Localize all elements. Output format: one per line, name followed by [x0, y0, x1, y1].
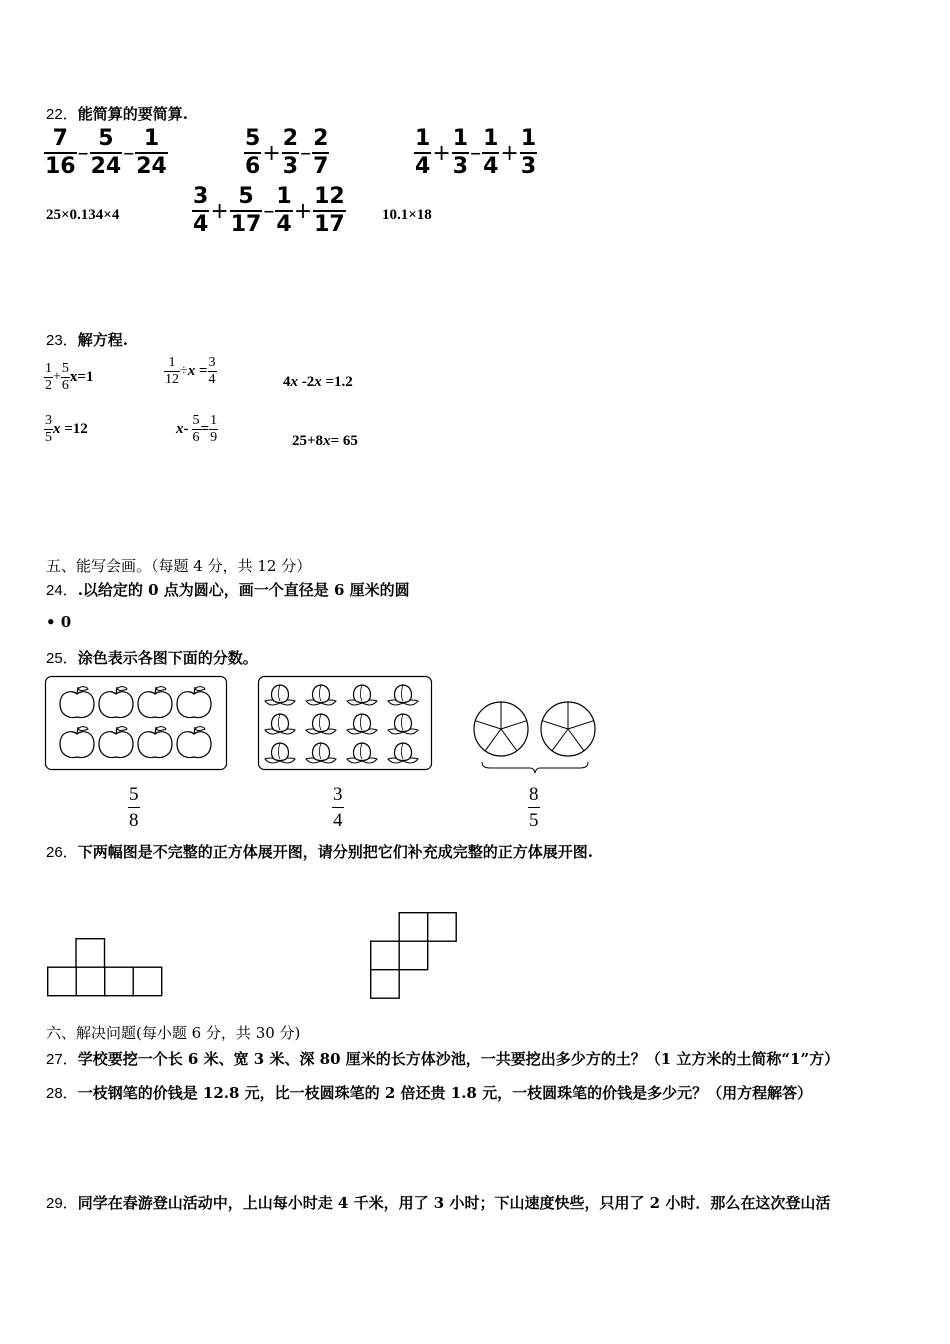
- question-text: 涂色表示各图下面的分数。: [77, 649, 258, 667]
- question-number: 25．: [46, 650, 78, 667]
- question-text: 同学在春游登山活动中，上山每小时走 4 千米，用了 3 小时；下山速度快些，只用了 2 小时．那么在这次登山活: [77, 1194, 831, 1212]
- question-text: .以给定的 0 点为圆心，画一个直径是 6 厘米的圆: [77, 581, 410, 599]
- fraction-label-apples: $\frac{5}{8}$: [129, 784, 139, 831]
- peach-box: [258, 676, 432, 770]
- equation-5: x- $\frac{5}{6}$ = $\frac{1}{9}$: [176, 413, 218, 445]
- question-number: 23．: [46, 332, 78, 349]
- expression-6: 10.1×18: [382, 207, 432, 223]
- expression-1: $\frac{7}{16}$ – $\frac{5}{24}$ – $\frac{1}{24}$: [45, 126, 167, 179]
- brace: [482, 762, 588, 773]
- question-28: [46, 1082, 812, 1103]
- question-text: 一枝钢笔的价钱是 12.8 元，比一枝圆珠笔的 2 倍还贵 1.8 元，一枝圆珠笔的价钱是多少元？（用方程解答）: [77, 1084, 813, 1102]
- expression-4: 25×0.134×4: [46, 207, 120, 223]
- equation-4: $\frac{3}{5}$ x =12: [45, 413, 88, 445]
- equation-1: $\frac{1}{2}$ + $\frac{5}{6}$ x=1: [45, 361, 94, 393]
- section-5-heading: 五、能写会画。（每题 4 分，共 12 分）: [46, 557, 312, 575]
- question-24: [46, 579, 410, 600]
- question-text: 下两幅图是不完整的正方体展开图，请分别把它们补充成完整的正方体展开图.: [77, 843, 593, 861]
- expression-5: $\frac{3}{4}$ + $\frac{5}{17}$ – $\frac{1}{4}$ + $\frac{12}{17}$: [193, 184, 345, 237]
- expression-3: $\frac{1}{4}$ + $\frac{1}{3}$ – $\frac{1}{4}$ + $\frac{1}{3}$: [415, 126, 537, 179]
- question-25: [46, 647, 258, 668]
- question-27: [46, 1048, 839, 1069]
- fraction-label-peaches: $\frac{3}{4}$: [333, 784, 343, 831]
- apple-box: [45, 676, 227, 770]
- circle-right: [541, 702, 595, 756]
- center-point-label: • 0: [46, 613, 72, 631]
- question-text: 解方程.: [77, 331, 128, 349]
- fraction-label-circles: $\frac{8}{5}$: [529, 784, 539, 831]
- question-number: 24．: [46, 582, 78, 599]
- question-29: [46, 1192, 830, 1213]
- equation-2: $\frac{1}{12}$ ÷x = $\frac{3}{4}$: [165, 355, 216, 387]
- expression-2: $\frac{5}{6}$ + $\frac{2}{3}$ – $\frac{2}{7}$: [245, 126, 329, 179]
- circle-pair: [470, 698, 600, 774]
- question-number: 27．: [46, 1051, 78, 1068]
- question-text: 学校要挖一个长 6 米、宽 3 米、深 80 厘米的长方体沙池，一共要挖出多少方的土？（1 立方米的土简称“1”方）: [77, 1050, 840, 1068]
- question-22: [46, 103, 188, 124]
- question-26: [46, 841, 593, 862]
- question-23: [46, 329, 128, 350]
- equation-6: 25+8x= 65: [292, 433, 358, 449]
- question-number: 29．: [46, 1195, 78, 1212]
- equation-3: 4x -2x =1.2: [283, 374, 353, 390]
- question-number: 26．: [46, 844, 78, 861]
- question-text: 能简算的要简算.: [77, 105, 188, 123]
- circle-left: [474, 702, 528, 756]
- cube-net-2: [370, 912, 460, 1002]
- cube-net-1: [47, 938, 165, 998]
- question-number: 28．: [46, 1085, 78, 1102]
- question-number: 22．: [46, 106, 78, 123]
- section-6-heading: 六、解决问题(每小题 6 分，共 30 分): [46, 1024, 301, 1042]
